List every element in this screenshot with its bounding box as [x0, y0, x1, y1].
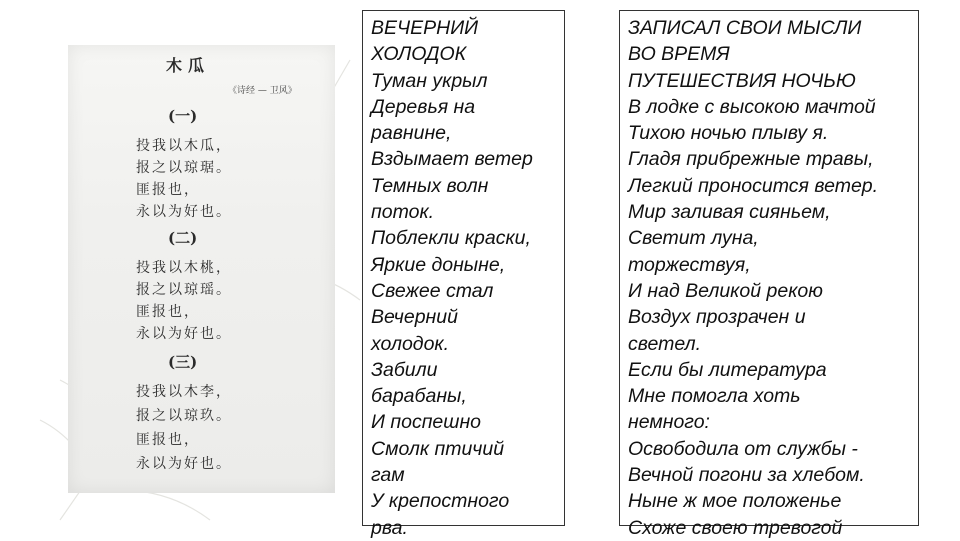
- poem-line: Смолк птичий: [371, 437, 505, 460]
- poem-line: Забили: [371, 358, 438, 381]
- poem-line: Туман укрыл: [371, 69, 488, 92]
- poem-title-line: ЗАПИСАЛ СВОИ МЫСЛИ: [628, 17, 862, 39]
- poem-line: Тихою ночью плыву я.: [628, 122, 829, 145]
- poem-photo-source: 《诗经 — 卫风》: [228, 86, 297, 96]
- section-number: (二): [168, 229, 198, 247]
- poem-line: Ныне ж мое положенье: [628, 490, 842, 513]
- poem-line: Яркие доныне,: [371, 253, 506, 276]
- poem-line: поток.: [371, 201, 435, 224]
- poem-line: 投我以木李，: [136, 384, 232, 400]
- poem-line: светел.: [628, 332, 701, 355]
- poem-line: В лодке с высокою мачтой: [628, 95, 876, 118]
- poem-title-line: ПУТЕШЕСТВИЯ НОЧЬЮ: [628, 69, 856, 92]
- poem-title-line: ВЕЧЕРНИЙ: [371, 17, 479, 39]
- poem-title-line: ВО ВРЕМЯ: [628, 43, 730, 66]
- poem-line: У крепостного: [371, 490, 510, 513]
- poem-line: Вздымает ветер: [371, 148, 533, 171]
- poem-line: 报之以琼玖。: [136, 408, 232, 424]
- section-number: (一): [168, 107, 198, 125]
- poem-line: Светит луна,: [628, 227, 759, 250]
- poem-line: 投我以木桃，: [136, 260, 232, 276]
- poem-line: Свежее стал: [371, 279, 494, 302]
- poem-line: холодок.: [371, 332, 450, 355]
- poem-line: Поблекли краски,: [371, 227, 531, 250]
- poem-line: Воздух прозрачен и: [628, 306, 806, 329]
- poem-line: Легкий проносится ветер.: [628, 174, 879, 197]
- poem-line: И поспешно: [371, 411, 482, 434]
- poem-line: Схоже своею тревогой: [628, 516, 843, 539]
- poem-photo-title: 木瓜: [166, 56, 211, 75]
- poem-night-journey-box: [619, 10, 919, 539]
- poem-line: Мне помогла хоть: [628, 385, 801, 408]
- poem-line: Темных волн: [371, 174, 489, 197]
- poem-line: 匪报也，: [136, 182, 200, 198]
- poem-line: барабаны,: [371, 385, 467, 408]
- poem-line: 永以为好也。: [136, 326, 232, 342]
- poem-line: Если бы литература: [628, 358, 827, 381]
- poem-line: 报之以琼瑶。: [136, 282, 232, 298]
- poem-line: гам: [371, 464, 405, 487]
- poem-line: Мир заливая сияньем,: [628, 201, 831, 224]
- poem-line: 匪报也，: [136, 304, 200, 320]
- poem-line: 永以为好也。: [136, 456, 232, 472]
- poem-line: 投我以木瓜，: [136, 138, 232, 154]
- chinese-poem-photo: [68, 45, 335, 493]
- poem-line: И над Великой рекою: [628, 279, 823, 302]
- poem-line: Деревья на: [371, 95, 476, 118]
- poem-evening-chill-box: [362, 10, 565, 539]
- poem-line: 匪报也，: [136, 432, 200, 448]
- poem-line: Вечерний: [371, 306, 458, 329]
- poem-line: равнине,: [371, 122, 452, 145]
- poem-line: 永以为好也。: [136, 204, 232, 220]
- poem-line: торжествуя,: [628, 253, 751, 276]
- poem-title-line: ХОЛОДОК: [371, 43, 467, 66]
- poem-night-journey-lines: [620, 11, 918, 541]
- section-number: (三): [168, 353, 198, 371]
- poem-line: Гладя прибрежные травы,: [628, 148, 874, 171]
- poem-line: 报之以琼琚。: [136, 160, 232, 176]
- poem-evening-chill-lines: [363, 11, 564, 541]
- poem-line: рва.: [371, 516, 408, 539]
- poem-line: Освободила от службы -: [628, 437, 858, 460]
- poem-line: немного:: [628, 411, 710, 434]
- poem-line: Вечной погони за хлебом.: [628, 464, 865, 487]
